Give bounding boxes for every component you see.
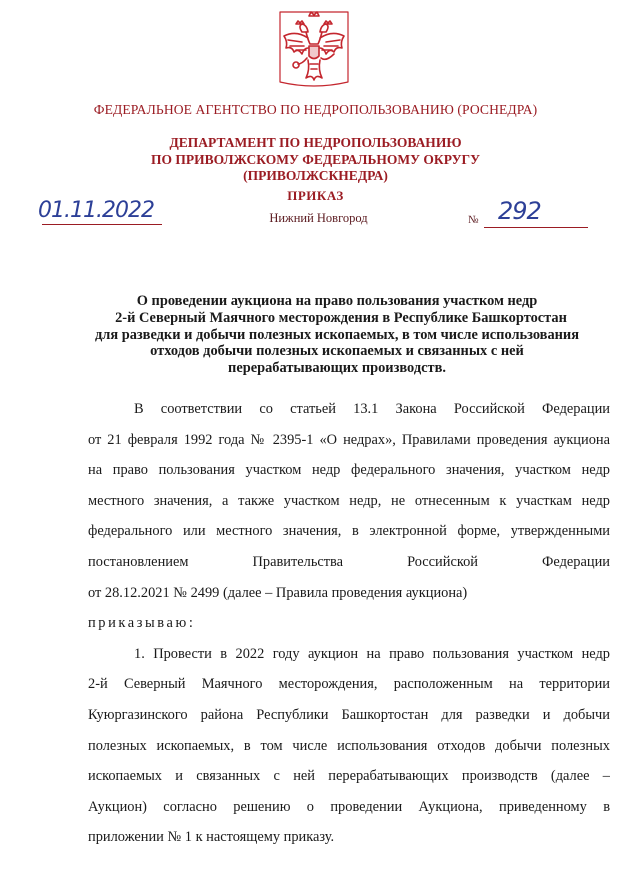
order-subject [72, 293, 602, 377]
coat-of-arms-icon [274, 8, 354, 92]
subject-line: 2-й Северный Маячного месторождения в Республике Башкортостан [115, 309, 567, 326]
department-line: ДЕПАРТАМЕНТ ПО НЕДРОПОЛЬЗОВАНИЮ [169, 135, 462, 150]
body-line: от 28.12.2021 № 2499 (далее – Правила проведения аукциона) [88, 584, 468, 601]
document-type: ПРИКАЗ [287, 188, 344, 203]
body-line: приложении № 1 к настоящему приказу. [88, 829, 335, 846]
body-line: Аукцион) согласно решению о проведении Аукциона, приведенному в [88, 798, 610, 815]
department-line: ПО ПРИВОЛЖСКОМУ ФЕДЕРАЛЬНОМУ ОКРУГУ [150, 151, 481, 167]
city: Нижний Новгород [269, 211, 368, 225]
order-date: 01.11.2022 [38, 198, 154, 223]
body-line: федерального или местного значения, в электронной форме, утвержденными [88, 523, 610, 540]
body-line: на право пользования участком недр федерального значения, участком недр [88, 462, 610, 479]
subject-line: для разведки и добычи полезных ископаемых, в том числе использования [94, 326, 580, 343]
order-number: 292 [498, 197, 541, 225]
body-line: 2-й Северный Маячного месторождения, расположенным на территории [88, 676, 610, 693]
order-body [88, 394, 610, 853]
body-line: ископаемых и связанных с ней перерабатывающих производств (далее – [88, 768, 610, 785]
body-line: В соответствии со статьей 13.1 Закона Российской Федерации [134, 401, 610, 417]
body-line: 1. Провести в 2022 году аукцион на право пользования участком недр [134, 645, 610, 662]
body-line: Куюргазинского района Республики Башкортостан для разведки и добычи [88, 706, 610, 723]
number-sign: № [468, 214, 479, 226]
subject-line: отходов добычи полезных ископаемых и связанных с ней [150, 343, 524, 360]
subject-line: О проведении аукциона на право пользования участком недр [136, 293, 538, 309]
body-line: постановлением Правительства Российской Федерации [88, 553, 610, 570]
department-name [0, 135, 631, 185]
body-line: от 21 февраля 1992 года № 2395-1 «О недрах», Правилами проведения аукциона [88, 431, 610, 448]
subject-line: перерабатывающих производств. [228, 360, 446, 377]
agency-name: ФЕДЕРАЛЬНОЕ АГЕНТСТВО ПО НЕДРОПОЛЬЗОВАНИЮ (РОСНЕДРА) [93, 102, 538, 117]
body-line: местного значения, а также участком недр, не отнесенным к участкам недр [88, 492, 610, 509]
department-line: (ПРИВОЛЖСКНЕДРА) [243, 168, 388, 183]
number-underline [484, 227, 588, 228]
body-line: полезных ископаемых, в том числе использования отходов добычи полезных [88, 737, 610, 754]
order-verb: приказываю: [88, 615, 196, 632]
